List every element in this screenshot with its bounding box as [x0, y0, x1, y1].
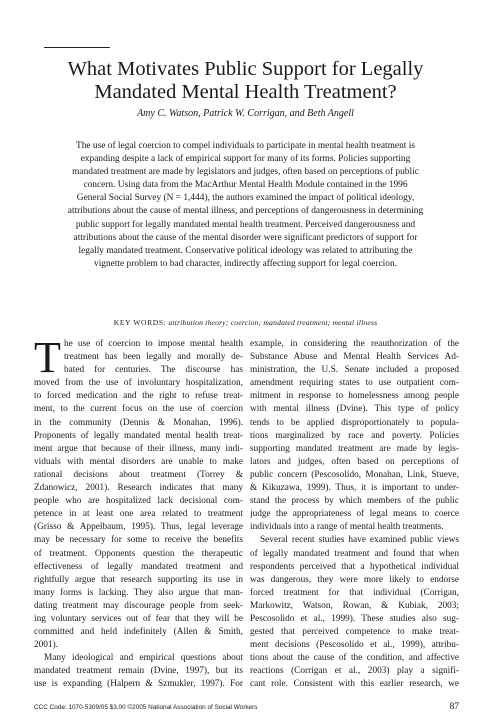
body-line: dating treatment may discourage people from seek- [34, 600, 243, 611]
body-line: ministration, the U.S. Senate included a proposed [250, 365, 459, 376]
body-line: reactions (Corrigan et al., 2003) play a signifi- [250, 666, 459, 677]
body-line: people who are hospitalized lack decisional com- [34, 496, 243, 507]
body-line: & Kikuzawa, 1999). Thus, it is important to under- [250, 483, 459, 494]
body-line: mandated treatment remain (Dvine, 1997), but its [34, 666, 243, 677]
abstract-line: attributions about the cause of the mental disorder were significant predictors of support for [73, 232, 418, 243]
body-line: Markowitz, Watson, Rowan, & Kubiak, 2003; [250, 600, 459, 611]
body-line: public concern (Pescosolido, Monahan, Link, Stueve, [250, 469, 459, 480]
body-line: many forms is lacking. They also argue that man- [34, 587, 243, 598]
body-line: Zdanowicz, 2001). Research indicates that many [34, 483, 243, 494]
opening-paragraph [34, 333, 243, 382]
keywords [30, 318, 461, 327]
abstract-line: concern. Using data from the MacArthur Mental Health Module contained in the 1996 [83, 180, 408, 191]
body-line: bated for centuries. The discourse has [64, 365, 243, 376]
body-line: individuals into a range of mental health treatments. [250, 522, 444, 533]
body-line: amendment requiring states to use outpatient com- [250, 378, 459, 389]
abstract-line: mandated treatment are made by legislators and judges, often based on perceptions of public [72, 167, 419, 178]
drop-cap: T [34, 333, 61, 382]
body-line: supporting mandated treatment are made by legis- [250, 443, 459, 454]
body-line: committed and held indefinitely (Allen & Smith, [34, 627, 243, 638]
body-line: treatment has been legally and morally de- [64, 352, 243, 363]
abstract-line: public support for legally mandated mental health treatment. Perceived dangerousness and [75, 219, 416, 230]
body-line: respondents perceived that a hypothetical individual [250, 561, 459, 572]
body-line: viduals with mental disorders are unable to make [34, 456, 243, 467]
article-title-line-2: Mandated Mental Health Treatment? [94, 81, 397, 103]
body-line: mitment in response to homelessness among people [250, 391, 459, 402]
keywords-label: KEY WORDS: [113, 318, 167, 327]
article-authors: Amy C. Watson, Patrick W. Corrigan, and Beth Angell [137, 108, 354, 119]
article-title-line-1: What Motivates Public Support for Legally [67, 58, 424, 80]
body-line: ing voluntary services out of fear that they will be [34, 613, 243, 624]
body-line: tions about the cause of the condition, and affective [250, 653, 459, 664]
body-line: rightfully argue that research supporting its use in [34, 574, 243, 585]
abstract-line: vignette problem to bad character, indirectly affecting support for legal coercion. [94, 258, 397, 269]
body-line: of legally mandated treatment and found that when [250, 548, 459, 559]
body-line: 2001). [34, 640, 59, 651]
abstract [40, 140, 451, 271]
body-line: Substance Abuse and Mental Health Services Ad- [250, 352, 459, 363]
body-column-left [34, 333, 243, 692]
abstract-line: legally mandated treatment. Conservative political ideology was related to attributing the [78, 245, 413, 256]
body-line: Pescosolido et al., 1999). These studies also sug- [250, 613, 459, 624]
footer-journal-info: CCC Code: 1070-5309/05 $3.00 ©2005 National Association of Social Workers [34, 704, 258, 711]
body-line: with mental illness (Dvine). This type of policy [250, 404, 459, 415]
keywords-terms: attribution theory; coercion; mandated treatment; mental illness [168, 318, 378, 327]
top-rule [44, 47, 110, 48]
abstract-line: General Social Survey (N = 1,444), the authors examined the impact of political ideology, [76, 193, 415, 204]
body-line: may be necessary for some to receive the benefits [34, 535, 243, 546]
abstract-line: attributions about the cause of mental illness, and perceptions of dangerousness in determining [67, 206, 424, 217]
body-line: tions marginalized by race and poverty. Policies [250, 430, 459, 441]
body-line: forced treatment for that individual (Corrigan, [250, 587, 459, 598]
body-line: effectiveness of legally mandated treatment and [34, 561, 243, 572]
body-column-right [250, 338, 459, 692]
body-line: lators and judges, often based on perceptions of [250, 456, 459, 467]
body-line: he use of coercion to impose mental health [64, 339, 243, 349]
body-line: judge the appropriateness of legal means to coerce [250, 509, 459, 520]
body-line: rational decisions about treatment (Torrey & [34, 469, 243, 480]
body-line: stand the process by which members of the public [250, 496, 459, 507]
body-line: petence in at least one area related to treatment [34, 509, 243, 520]
body-line: ment argue that because of their illness, many indi- [34, 443, 243, 454]
body-line: in the community (Dennis & Monahan, 1996). [34, 417, 243, 428]
body-line: to forced medication and the right to refuse treat- [34, 391, 243, 402]
body-line: Proponents of legally mandated mental health treat- [34, 430, 243, 441]
body-line: was dangerous, they were more likely to endorse [250, 574, 459, 585]
body-line: example, in considering the reauthorization of the [250, 339, 459, 349]
body-line: ment decisions (Pescosolido et al., 1999), attribu- [250, 640, 459, 651]
body-line: cant role. Consistent with this earlier research, we [250, 679, 459, 690]
page-footer [34, 702, 459, 714]
body-line: use is expanding (Halpern & Szmukler, 1997). For [34, 679, 243, 690]
body-line: ment, to the current focus on the use of coercion [34, 404, 243, 415]
body-line: moved from the use of involuntary hospitalization, [34, 378, 243, 389]
body-line: (Grisso & Appelbaum, 1995). Thus, legal leverage [34, 522, 243, 533]
page-number: 87 [449, 702, 459, 712]
body-line: Many ideological and empirical questions about [44, 653, 243, 664]
body-line: Several recent studies have examined public views [260, 535, 459, 546]
abstract-line: expanding despite a lack of empirical support for many of its forms. Policies supporting [80, 154, 411, 165]
body-line: of treatment. Opponents question the therapeutic [34, 548, 243, 559]
body-line: tends to be applied disproportionately to popula- [250, 417, 459, 428]
body-line: gested that perceived competence to make treat- [250, 627, 459, 638]
abstract-line: The use of legal coercion to compel individuals to participate in mental health treatment is [76, 141, 415, 151]
